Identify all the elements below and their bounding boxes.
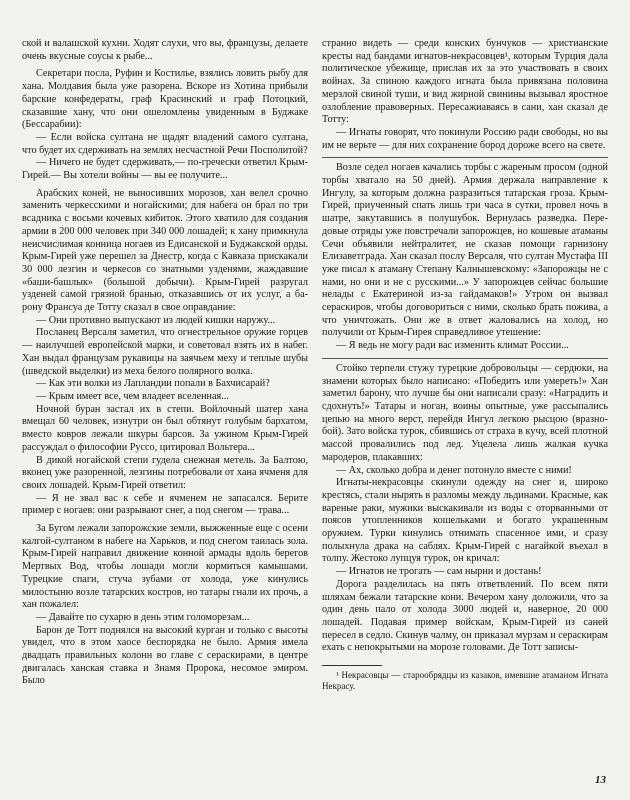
dialogue-line: — Ах, сколько добра и денег потонуло вместе с ними! <box>336 464 572 476</box>
text-columns <box>22 38 608 773</box>
section-divider <box>322 358 608 359</box>
dialogue-line: — Давайте по сухарю в день этим голоморезам... <box>36 611 250 623</box>
dialogue-line: — Я ведь не могу ради вас изменить климат России... <box>336 340 569 352</box>
right-column <box>322 38 608 773</box>
paragraph: Ночной буран застал их в степи. Войлочный шатер хана вмещал 60 человек, изнутри он был обтянут голубым бархатом, вместо ковров лежали шкуры барсов. За ужином Крым-Гирей рассуждал о философии Руссо, цитировал Вольтера... <box>22 403 308 453</box>
dialogue-line: — Как эти волки из Лапландии попали в Бахчисарай? <box>36 378 270 390</box>
paragraph: Игнаты-некрасовцы скинули одежду на снег и, широко крестясь, стали нырять в разломы между льдинами. Красные, как вареные раки, мужики выскакивали из воды с оторванными от поясов утопленников кошельками и богато украшенным оружием. Турки кинулись отнимать спасенное ими, и сразу полыхнула драка на саблях. Крым-Гирей с нагайкой въехал в толпу. Жестоко лупцуя турок, он кричал: <box>322 477 608 565</box>
footnote: ¹ Некрасовцы — старообрядцы из казаков, имевшие атаманом Игната Некрасу. <box>322 670 608 692</box>
paragraph: Стойко терпели стужу турецкие добровольцы — сердюки, на знамени которых было написано: «Победить или умереть!» Хан заметил барону, что лучше бы они написали сразу: «Наградить и сдохнуть!» Татары и ноган, воины опытные, уже рассыпались цепью на много верст, перейдя Ингул легкою рысцою (вразнобой). Зато войска турок, сбившись от страха в кучу, всей плотной массой провалились под лед. Уцелела лишь жалкая кучка мародеров, плакавших: <box>322 362 608 463</box>
paragraph: Посланец Версаля заметил, что огнестрельное оружие горцев — наилучшей европейской марки, и советовал взять их в набег. Хан выдал французам рукавицы на заячьем меху и теплые шубы (шведской выделки) из меха белого полярного волка. <box>22 327 308 377</box>
paragraph: В дикой ногайской степи гудела снежная метель. За Балтою, вконец уже разоренной, лезгины потребовали от хана ячменя для своих лошадей. Крым-Гирей ответил: <box>22 454 308 491</box>
paragraph: Арабских коней, не выносивших морозов, хан велел срочно заменить черкесскими и ногайскими; для набега он брал по три всадника с восьми кочевых кибиток. Этого хватило для создания армии в 200 000 человек при 340 000 лошадей; к хану примкнула неисчислимая конница ногаев из Едисанской и Буджакской орды. Крым-Гирей уже перешел за Днестр, когда с Кавказа прискакали 30 000 лезгин и черкесов со знатными узденями, жаждавшие «баши-башлык» (большой добычи). Крым-Гирей разругал узденей самой грязной бранью, отказавшись от их услуг, а барону Франсуа де Тотту сказал в свое оправдание: <box>22 187 308 314</box>
dialogue-line: — Крым имеет все, чем владеет вселенная... <box>36 390 229 402</box>
footnote-rule <box>322 665 382 666</box>
paragraph: За Бугом лежали запорожские земли, выжженные еще с осени калгой-султаном в набеге на Харьков, и под снегом таилась зола. Крым-Гирей направил движение конной армады вдоль берегов Мертвых Вод, чтобы лошади могли кормиться камышами. Турецкие спаги, стуча зубами от холода, уже кинулись милостыню возле татарских костров, но татары гнали их прочь, а хан пожалел: <box>22 523 308 611</box>
paragraph: Дорога разделилась на пять ответвлений. По всем пяти шляхам бежали татарские кони. Вечером хану доложили, что за один день пало от холода 3000 людей и, наверное, 20 000 лошадей. Подавая пример войскам, Крым-Гирей из саней пересел в седло. Скинув чалму, он приказал мурзам и сераскирам ехать с непокрытыми на морозе головами. Де Тотт записы- <box>322 578 608 654</box>
dialogue-line: — Я не звал вас к себе и ячменем не запасался. Берите пример с ногаев: они разрывают снег, а под снегом — трава... <box>22 492 308 517</box>
paragraph: ской и валашской кухни. Ходят слухи, что вы, французы, делаете очень вкусные соусы к рыбе... <box>22 38 308 62</box>
page-number: 13 <box>595 774 606 786</box>
left-column <box>22 38 308 773</box>
paragraph: странно видеть — среди конских бунчуков — христианские кресты над бандами игнатов-некрасовцев¹, которым Турция дала политическое убежище, прислав их за это участвовать в своих войнах. За спиною каждого игната была привязана половина мерзлой свиной туши, и вид жирной свинины вызывал яростное озлобление правоверных. Пересажиаваясь в сани, хан сказал де Тотту: <box>322 38 608 126</box>
dialogue-line: — Если войска султана не щадят владений самого султана, что будет их сдерживать на землях несчастной Речи Посполитой? <box>22 131 308 156</box>
paragraph: Возле седел ногаев качались торбы с жареным просом (одной торбы хватало на 50 дней). Армия держала направление к Ингулу, за которым должна разразиться татарская гроза. Крым-Гирей, приученный спать лишь три часа в сутки, провел ночь в шатре, закутавшись в полушубок. Вернулась разведка. Передовые отряды уже повстречали запорожцев, но кошевые атаманы Сечи объявили нейтралитет, не сказав помощи гарнизону Елизаветграда. Хан сказал послу Версаля, что султан Мустафа III уже писал к атаману Степану Калнышевскому: «Запорожцы не с нами, но они и не с русскими...» У запорожцев сейчас большие нелады с Екатериной из-за гайдамаков!» Утром он вызвал сераскиров, чтобы договориться с ними, сколько брать пожива, а что уничтожать. Они же в ответ жаловались на холод, но получили от Крым-Гирея справедливое утешение: <box>322 162 608 339</box>
dialogue-line: — Ничего не будет сдерживать,— по-гречески ответил Крым-Гирей.— Вы хотели войны — вы ее получите... <box>22 157 308 182</box>
dialogue-line: — Они противно выпускают из людей кишки наружу... <box>36 314 276 326</box>
paragraph: Секретари посла, Руфин и Костилье, взялись ловить рыбу для хана. Молдавия была уже разорена. Вскоре из Хотина прибыли барские конфедераты, граф Красинский и граф Потоцкий, сказавшие хану, что они ошеломлены увиденным в Буджаке (Бессарабии): <box>22 68 308 131</box>
dialogue-line: — Игнаты говорят, что покинули Россию ради свободы, но вы им не верьте — для них сохранение бород дороже всего на свете. <box>322 126 608 151</box>
section-divider <box>322 157 608 158</box>
dialogue-line: — Игнатов не трогать — сам нырни и достань! <box>336 566 542 578</box>
paragraph: Барон де Тотт поднялся на высокий курган и только с высоты увидел, что в этом хаосе беспорядка не было. Армия имела двадцать правильных колонн во главе с сераскирами, в центре двигалась ханская ставка и Знамя Пророка, несомое эмиром. Было <box>22 624 308 687</box>
